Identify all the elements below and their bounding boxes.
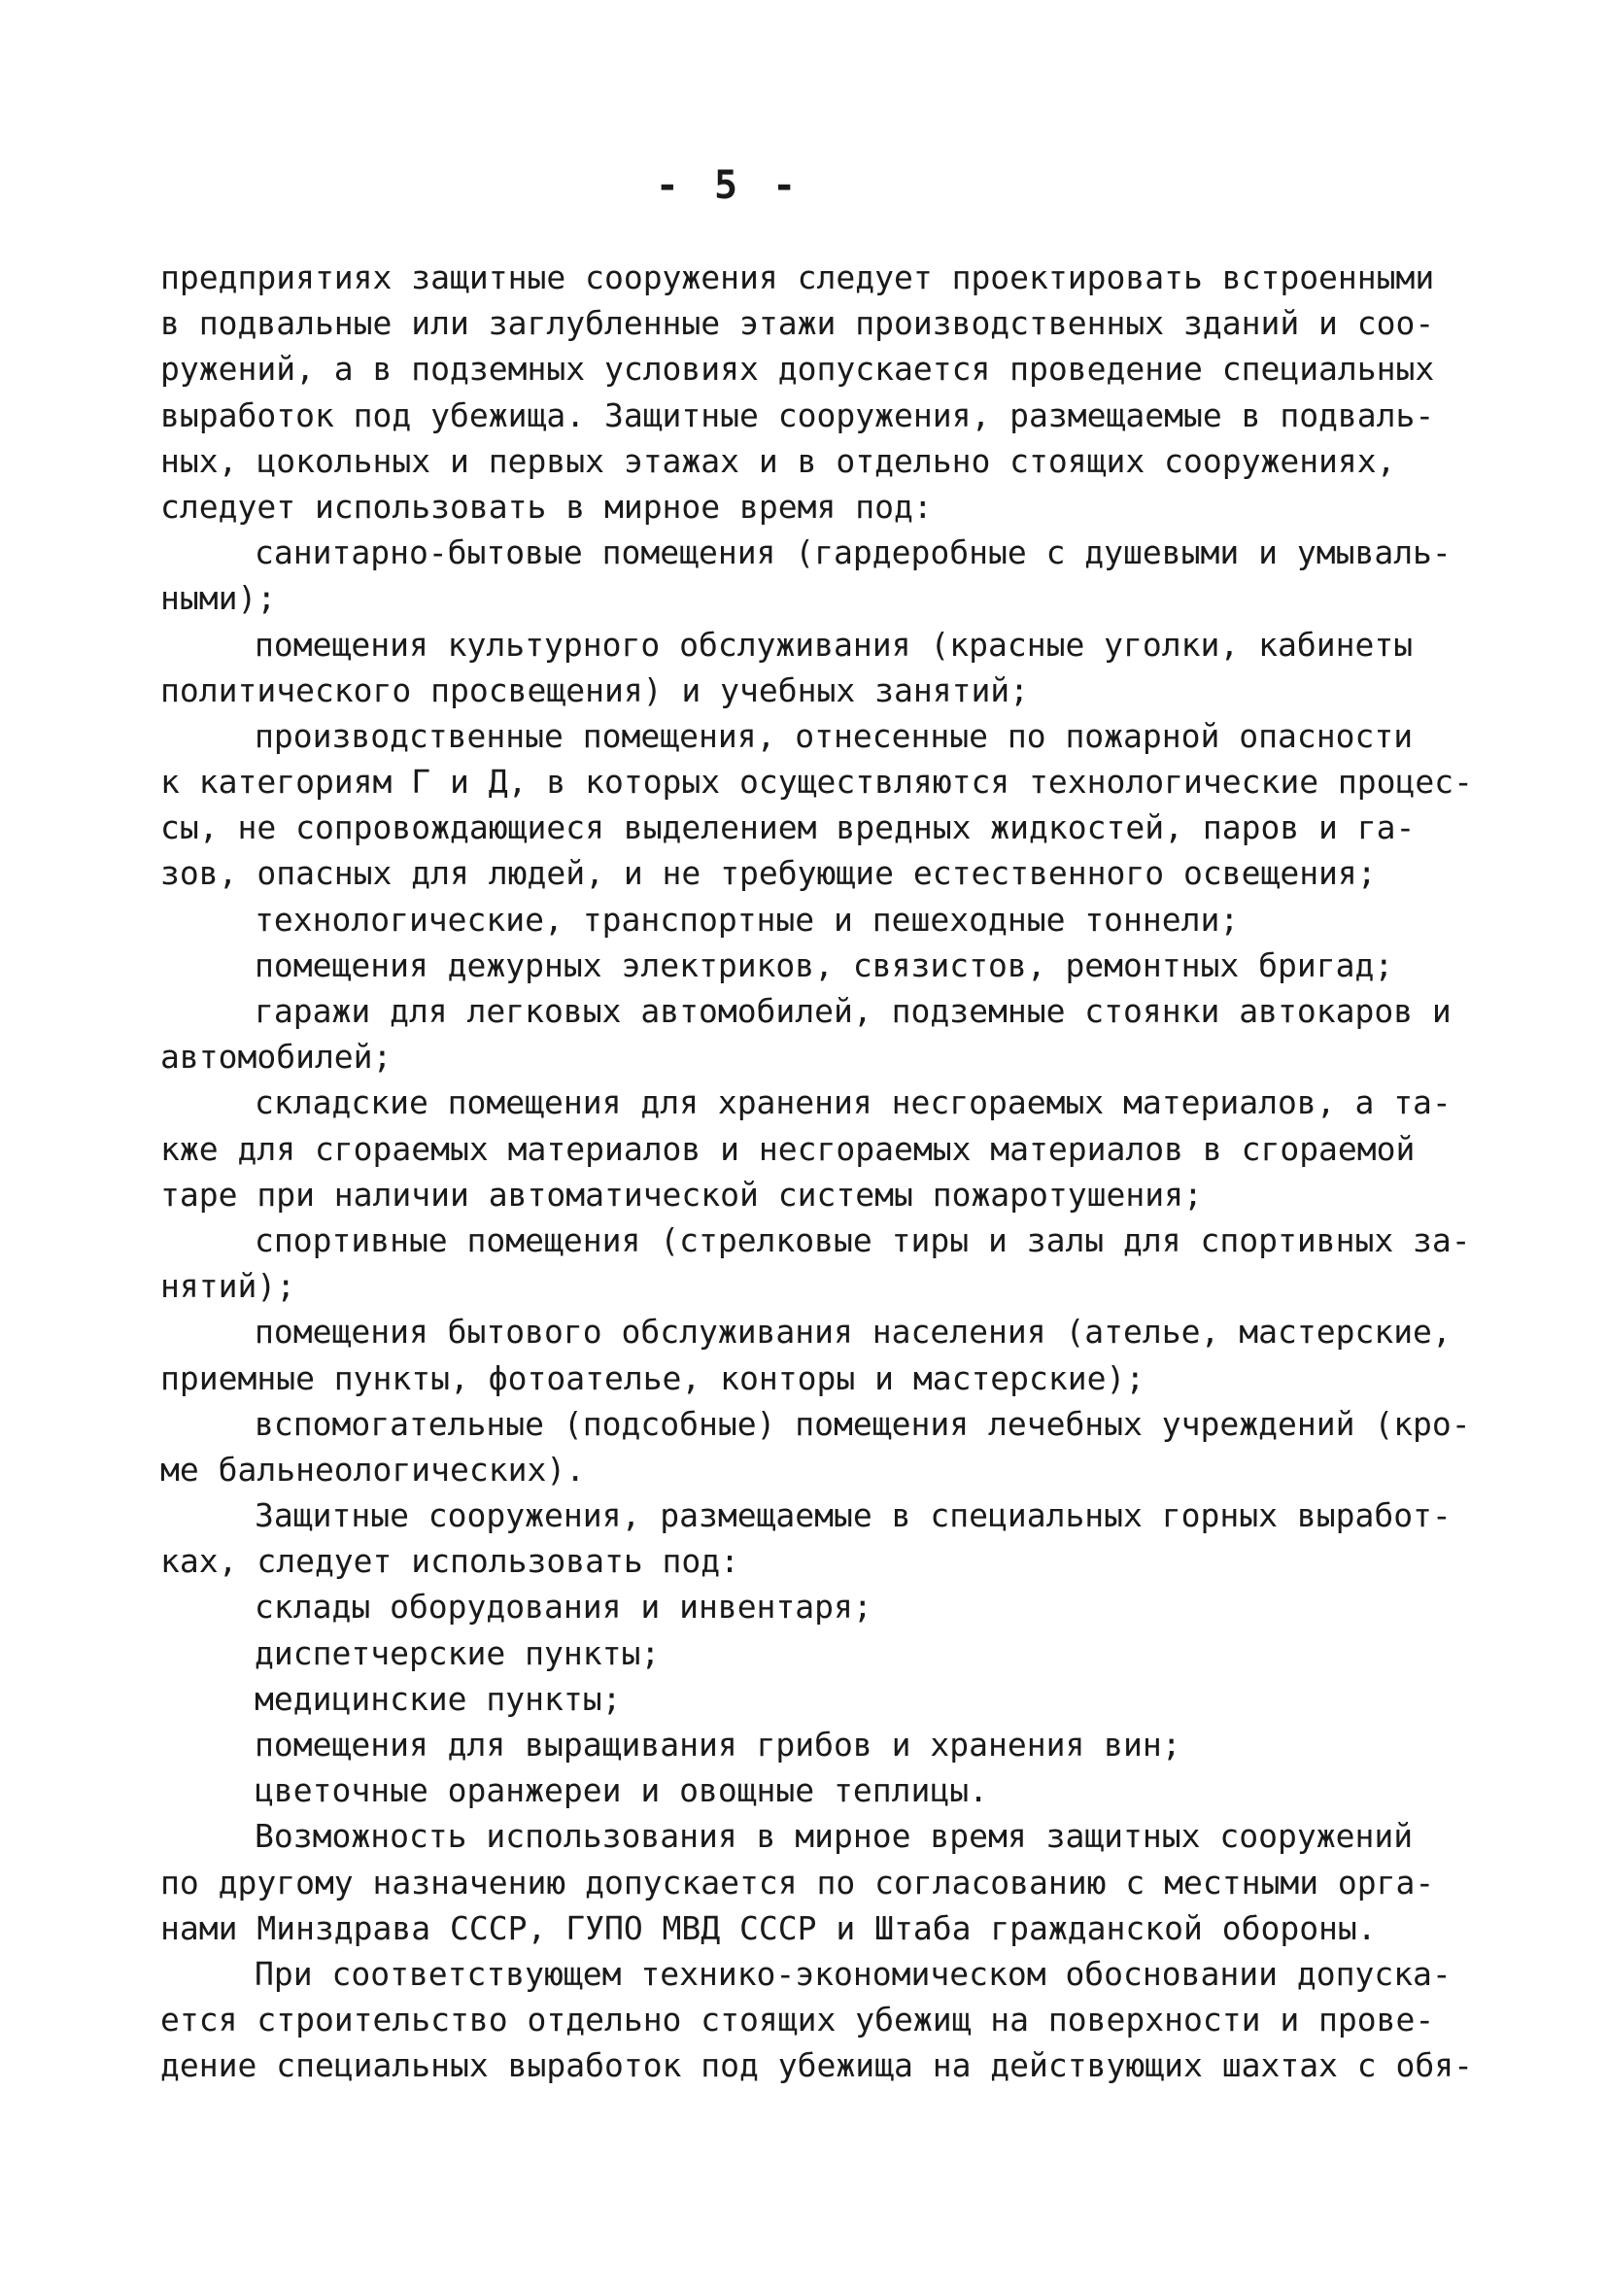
text-line: нами Минздрава СССР, ГУПО МВД СССР и Штаба гражданской обороны. xyxy=(160,1908,1377,1947)
text-line: в подвальные или заглубленные этажи производственных зданий и соо- xyxy=(160,304,1435,343)
text-line: помещения культурного обслуживания (красные уголки, кабинеты xyxy=(255,625,1414,664)
text-line: технологические, транспортные и пешеходные тоннели; xyxy=(255,900,1240,939)
text-line: Возможность использования в мирное время защитных сооружений xyxy=(255,1817,1414,1856)
text-line: медицинские пункты; xyxy=(255,1679,622,1718)
text-line: При соответствующем технико-экономическом обосновании допуска- xyxy=(255,1954,1452,1993)
text-line: помещения для выращивания грибов и хранения вин; xyxy=(255,1726,1181,1764)
page-number: - 5 - xyxy=(655,163,803,208)
text-line: складские помещения для хранения несгораемых материалов, а та- xyxy=(255,1083,1452,1122)
text-line: санитарно-бытовые помещения (гардеробные с душевыми и умываль- xyxy=(255,533,1452,572)
text-line: спортивные помещения (стрелковые тиры и залы для спортивных за- xyxy=(255,1220,1471,1259)
text-line: ными); xyxy=(160,579,277,618)
text-line: нятий); xyxy=(160,1267,296,1306)
text-line: Защитные сооружения, размещаемые в специальных горных выработ- xyxy=(255,1496,1452,1535)
text-line: склады оборудования и инвентаря; xyxy=(255,1588,872,1627)
text-line: диспетчерские пункты; xyxy=(255,1633,661,1672)
text-line: помещения дежурных электриков, связистов, ремонтных бригад; xyxy=(255,945,1394,984)
text-line: политического просвещения) и учебных занятий; xyxy=(160,670,1030,709)
text-line: ружений, а в подземных условиях допускается проведение специальных xyxy=(160,350,1435,389)
text-line: дение специальных выработок под убежища на действующих шахтах с обя- xyxy=(160,2046,1474,2085)
text-line: к категориям Г и Д, в которых осуществляются технологические процес- xyxy=(160,763,1474,802)
text-line: ках, следует использовать под: xyxy=(160,1542,740,1581)
text-line: по другому назначению допускается по согласованию с местными орга- xyxy=(160,1863,1435,1902)
text-line: ме бальнеологических). xyxy=(160,1450,586,1489)
text-line: сы, не сопровождающиеся выделением вредных жидкостей, паров и га- xyxy=(160,808,1416,847)
text-line: ется строительство отдельно стоящих убежищ на поверхности и прове- xyxy=(160,2001,1435,2039)
text-line: зов, опасных для людей, и не требующие естественного освещения; xyxy=(160,854,1377,893)
text-line: кже для сгораемых материалов и несгораемых материалов в сгораемой xyxy=(160,1129,1416,1168)
body-text xyxy=(160,255,1474,2089)
text-line: цветочные оранжереи и овощные теплицы. xyxy=(255,1771,988,1810)
text-line: гаражи для легковых автомобилей, подземные стоянки автокаров и xyxy=(255,992,1452,1030)
text-line: производственные помещения, отнесенные по пожарной опасности xyxy=(255,716,1414,755)
text-line: приемные пункты, фотоателье, конторы и мастерские); xyxy=(160,1358,1145,1397)
text-line: таре при наличии автоматической системы пожаротушения; xyxy=(160,1175,1203,1214)
text-line: следует использовать в мирное время под: xyxy=(160,487,933,526)
text-line: автомобилей; xyxy=(160,1038,393,1077)
text-line: вспомогательные (подсобные) помещения лечебных учреждений (кро- xyxy=(255,1404,1471,1443)
text-line: предприятиях защитные сооружения следует проектировать встроенными xyxy=(160,258,1435,296)
text-line: выработок под убежища. Защитные сооружения, размещаемые в подваль- xyxy=(160,395,1435,434)
text-line: помещения бытового обслуживания населения (ателье, мастерские, xyxy=(255,1313,1452,1352)
text-line: ных, цокольных и первых этажах и в отдельно стоящих сооружениях, xyxy=(160,441,1396,480)
